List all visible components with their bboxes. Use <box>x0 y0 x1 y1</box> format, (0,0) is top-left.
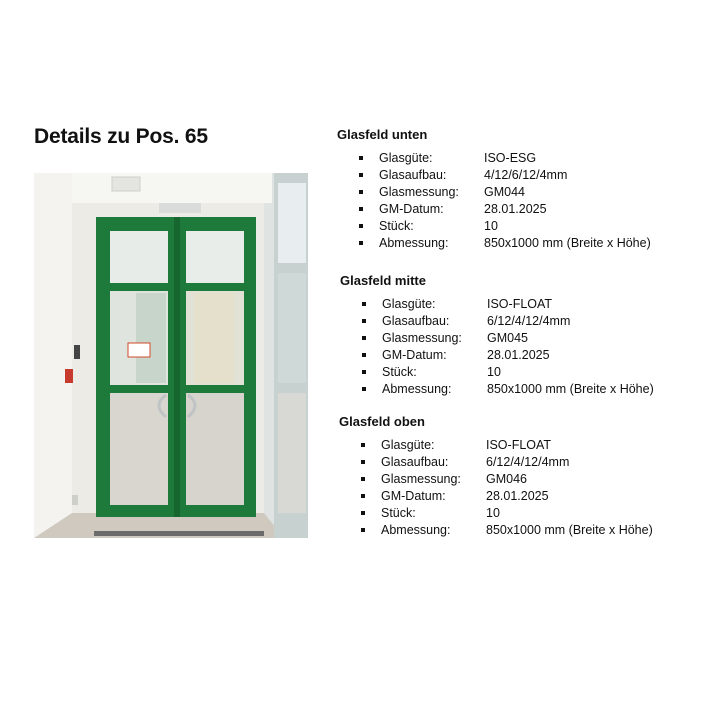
bullet-icon <box>359 156 363 160</box>
spec-label: Stück: <box>379 219 414 233</box>
bullet-icon <box>361 443 365 447</box>
bullet-icon <box>359 207 363 211</box>
section-title: Glasfeld unten <box>337 127 428 142</box>
page-title: Details zu Pos. 65 <box>34 125 208 148</box>
spec-row-glasaufbau <box>379 167 651 184</box>
bullet-icon <box>362 370 366 374</box>
spec-row-glasguete <box>379 150 651 167</box>
spec-label: Abmessung: <box>381 523 451 537</box>
section-title: Glasfeld oben <box>339 414 425 429</box>
spec-row-gm-datum <box>379 201 651 218</box>
spec-list <box>339 437 653 539</box>
spec-label: Glasgüte: <box>381 438 435 452</box>
spec-row-gm-datum <box>381 488 653 505</box>
section-glasfeld-oben <box>339 414 653 539</box>
spec-value: 6/12/4/12/4mm <box>487 314 571 328</box>
spec-label: Glasmessung: <box>379 185 459 199</box>
spec-row-glasguete <box>382 296 654 313</box>
spec-label: Glasmessung: <box>381 472 461 486</box>
spec-value: 10 <box>487 365 501 379</box>
spec-row-glasmessung <box>381 471 653 488</box>
section-glasfeld-mitte <box>340 273 654 398</box>
spec-row-stueck <box>381 505 653 522</box>
spec-label: Glasaufbau: <box>379 168 447 182</box>
spec-value: 10 <box>484 219 498 233</box>
spec-value: 4/12/6/12/4mm <box>484 168 568 182</box>
spec-value: ISO-ESG <box>484 151 537 165</box>
spec-value: GM045 <box>487 331 528 345</box>
spec-value: 850x1000 mm (Breite x Höhe) <box>486 523 653 537</box>
spec-row-glasguete <box>381 437 653 454</box>
spec-value: 28.01.2025 <box>486 489 549 503</box>
bullet-icon <box>359 241 363 245</box>
spec-row-stueck <box>379 218 651 235</box>
section-title: Glasfeld mitte <box>340 273 426 288</box>
spec-label: Glasmessung: <box>382 331 462 345</box>
bullet-icon <box>362 319 366 323</box>
bullet-icon <box>359 224 363 228</box>
spec-label: Glasaufbau: <box>381 455 449 469</box>
section-glasfeld-unten <box>337 127 651 252</box>
spec-value: GM046 <box>486 472 527 486</box>
bullet-icon <box>362 336 366 340</box>
spec-row-gm-datum <box>382 347 654 364</box>
spec-label: Glasgüte: <box>379 151 433 165</box>
spec-label: GM-Datum: <box>379 202 444 216</box>
spec-row-abmessung <box>381 522 653 539</box>
spec-label: GM-Datum: <box>381 489 446 503</box>
spec-value: 850x1000 mm (Breite x Höhe) <box>484 236 651 250</box>
bullet-icon <box>361 528 365 532</box>
spec-row-glasmessung <box>382 330 654 347</box>
spec-label: Stück: <box>382 365 417 379</box>
spec-value: 10 <box>486 506 500 520</box>
spec-row-abmessung <box>379 235 651 252</box>
spec-row-glasmessung <box>379 184 651 201</box>
spec-row-abmessung <box>382 381 654 398</box>
spec-row-stueck <box>382 364 654 381</box>
spec-value: ISO-FLOAT <box>486 438 552 452</box>
spec-value: 28.01.2025 <box>484 202 547 216</box>
spec-label: Glasaufbau: <box>382 314 450 328</box>
spec-label: Stück: <box>381 506 416 520</box>
spec-label: Abmessung: <box>379 236 449 250</box>
spec-label: GM-Datum: <box>382 348 447 362</box>
bullet-icon <box>361 511 365 515</box>
spec-value: 850x1000 mm (Breite x Höhe) <box>487 382 654 396</box>
bullet-icon <box>359 190 363 194</box>
spec-value: ISO-FLOAT <box>487 297 553 311</box>
bullet-icon <box>362 302 366 306</box>
bullet-icon <box>361 460 365 464</box>
spec-list <box>337 150 651 252</box>
spec-label: Abmessung: <box>382 382 452 396</box>
bullet-icon <box>362 353 366 357</box>
bullet-icon <box>361 494 365 498</box>
spec-value: 6/12/4/12/4mm <box>486 455 570 469</box>
bullet-icon <box>362 387 366 391</box>
spec-list <box>340 296 654 398</box>
spec-value: 28.01.2025 <box>487 348 550 362</box>
spec-value: GM044 <box>484 185 525 199</box>
bullet-icon <box>361 477 365 481</box>
spec-row-glasaufbau <box>381 454 653 471</box>
bullet-icon <box>359 173 363 177</box>
door-photo <box>34 173 308 538</box>
spec-label: Glasgüte: <box>382 297 436 311</box>
spec-row-glasaufbau <box>382 313 654 330</box>
